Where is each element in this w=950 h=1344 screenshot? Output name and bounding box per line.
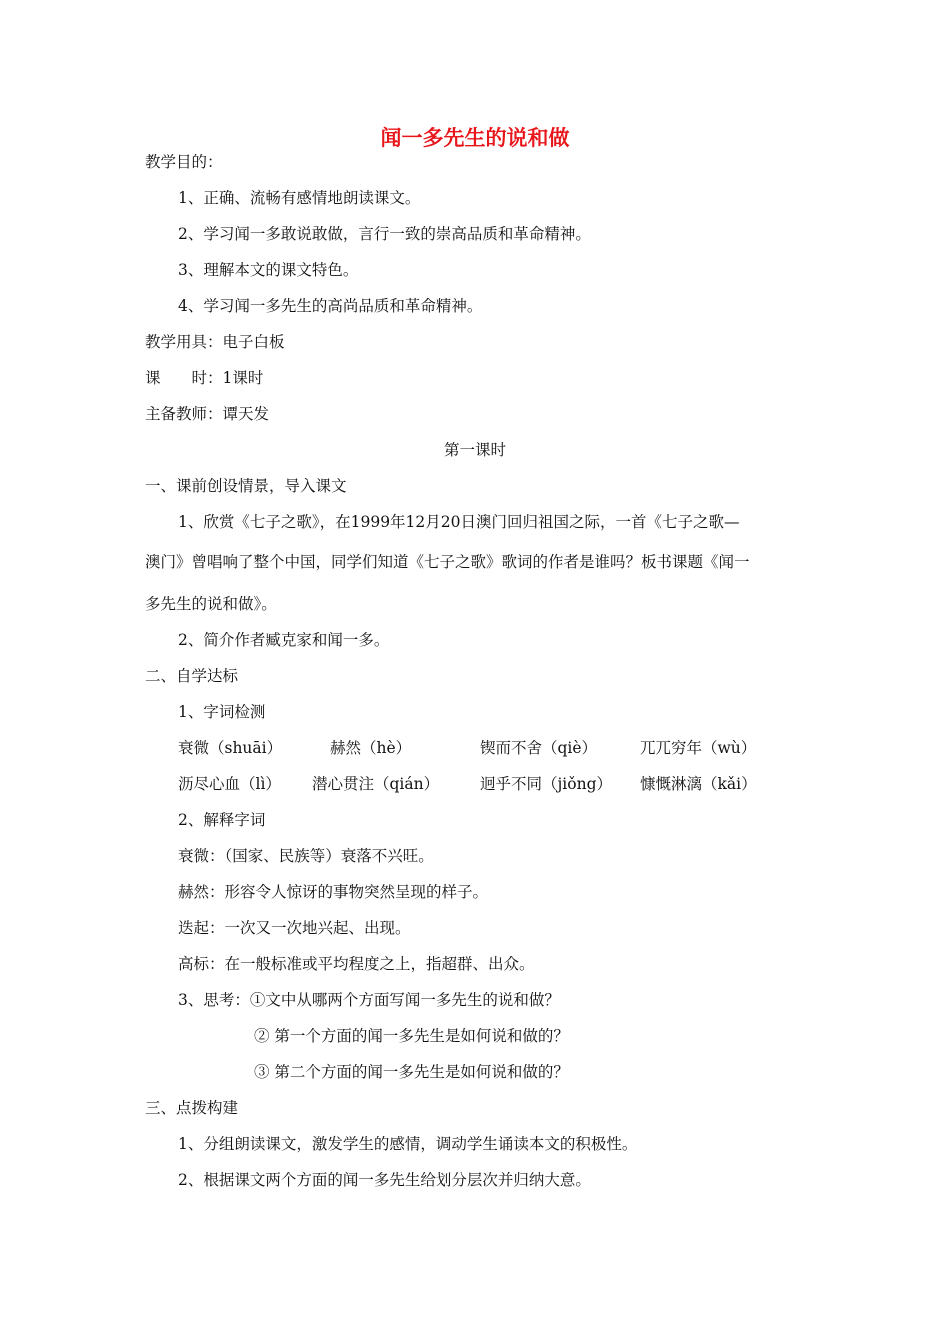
vocab-item: 衰微（shuāi）: [178, 739, 283, 757]
list-item: 1、分组朗读课文，激发学生的感情，调动学生诵读本文的积极性。: [178, 1135, 638, 1153]
vocab-item: 沥尽心血（lì）: [178, 775, 281, 793]
list-item: 2、根据课文两个方面的闻一多先生给划分层次并归纳大意。: [178, 1171, 591, 1189]
vocab-item: 锲而不舍（qiè）: [480, 739, 598, 757]
teaching-tools: 教学用具：电子白板: [145, 333, 285, 351]
objective-item: 2、学习闻一多敢说敢做，言行一致的崇高品质和革命精神。: [178, 225, 591, 243]
paragraph-line: 2、简介作者臧克家和闻一多。: [178, 631, 390, 649]
document-title: 闻一多先生的说和做: [380, 125, 570, 150]
section-heading: 三、点拨构建: [145, 1099, 239, 1117]
paragraph-line: 1、欣赏《七子之歌》，在1999年12月20日澳门回归祖国之际，一首《七子之歌—: [178, 513, 740, 531]
vocab-item: 慷慨淋漓（kǎi）: [640, 775, 757, 793]
vocab-item: 潜心贯注（qián）: [312, 775, 440, 793]
subsection-heading: 2、解释字词: [178, 811, 266, 829]
vocab-item: 赫然（hè）: [330, 739, 412, 757]
section-heading: 一、课前创设情景，导入课文: [145, 477, 347, 495]
definition: 赫然：形容令人惊讶的事物突然呈现的样子。: [178, 883, 489, 901]
definition: 高标：在一般标准或平均程度之上，指超群、出众。: [178, 955, 535, 973]
objective-item: 4、学习闻一多先生的高尚品质和革命精神。: [178, 297, 483, 315]
definition: 衰微：（国家、民族等）衰落不兴旺。: [178, 847, 434, 865]
section-heading: 二、自学达标: [145, 667, 239, 685]
question: 3、思考：①文中从哪两个方面写闻一多先生的说和做？: [178, 991, 560, 1009]
question: ② 第一个方面的闻一多先生是如何说和做的？: [254, 1027, 569, 1045]
paragraph-line: 多先生的说和做》。: [145, 595, 277, 613]
vocab-item: 迥乎不同（jiǒng）: [480, 775, 613, 793]
question: ③ 第二个方面的闻一多先生是如何说和做的？: [254, 1063, 569, 1081]
definition: 迭起：一次又一次地兴起、出现。: [178, 919, 411, 937]
class-period: 课 时：1课时: [145, 369, 264, 387]
subsection-heading: 1、字词检测: [178, 703, 266, 721]
lead-teacher: 主备教师：谭天发: [145, 405, 270, 423]
lesson-title: 第一课时: [443, 441, 506, 459]
objectives-heading: 教学目的：: [145, 153, 223, 171]
vocab-item: 兀兀穷年（wù）: [640, 739, 757, 757]
objective-item: 3、理解本文的课文特色。: [178, 261, 359, 279]
objective-item: 1、正确、流畅有感情地朗读课文。: [178, 189, 421, 207]
paragraph-line: 澳门》曾唱响了整个中国，同学们知道《七子之歌》歌词的作者是谁吗？板书课题《闻一: [145, 553, 750, 571]
